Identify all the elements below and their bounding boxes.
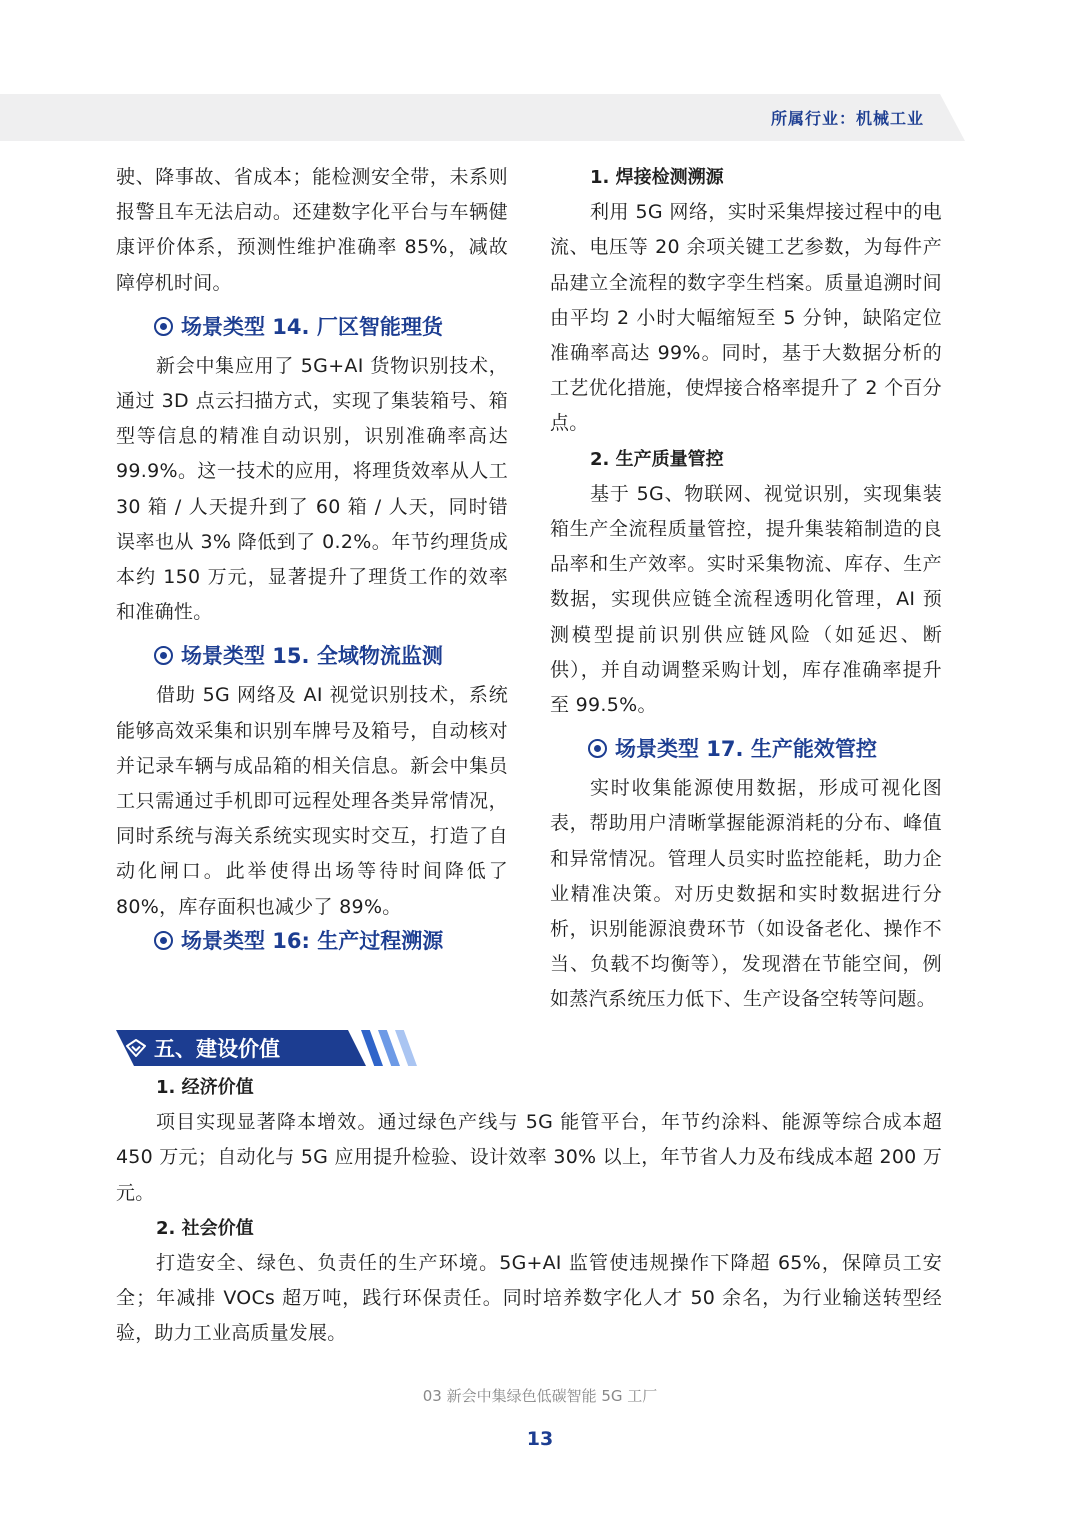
target-bullet-icon [588, 739, 607, 758]
scene-14-title: 场景类型 14. 厂区智能理货 [181, 314, 443, 339]
right-column [550, 160, 942, 1018]
continued-paragraph: 驶、降事故、省成本；能检测安全带，未系则报警且车无法启动。还建数字化平台与车辆健康评价体系，预测性维护准确率 85%，减故障停机时间。 [116, 166, 508, 294]
social-value-heading: 2. 社会价值 [156, 1217, 254, 1239]
welding-trace-heading: 1. 焊接检测溯源 [590, 167, 724, 188]
scene-15-heading [116, 640, 508, 672]
economic-value-text: 项目实现显著降本增效。通过绿色产线与 5G 能管平台，年节约涂料、能源等综合成本超 450 万元；自动化与 5G 应用提升检验、设计效率 30% 以上，年节省人力及布线成本超 200 万元。 [116, 1111, 942, 1204]
scene-17-heading [550, 733, 942, 765]
section-title: 五、建设价值 [154, 1036, 280, 1061]
left-column [116, 160, 508, 963]
industry-label: 所属行业：机械工业 [770, 109, 924, 128]
target-bullet-icon [154, 931, 173, 950]
social-value-text: 打造安全、绿色、负责任的生产环境。5G+AI 监管使违规操作下降超 65%，保障员工安全；年减排 VOCs 超万吨，践行环保责任。同时培养数字化人才 50 余名，为行业输送转型经验，助力工业高质量发展。 [116, 1252, 942, 1345]
scene-14-text: 新会中集应用了 5G+AI 货物识别技术，通过 3D 点云扫描方式，实现了集装箱号、箱型等信息的精准自动识别，识别准确率高达 99.9%。这一技术的应用，将理货效率从人工 30 箱 / 人天提升到了 60 箱 / 人天，同时错误率也从 3% 降低到了 0.2%。年节约理货成本约 150 万元，显著提升了理货工作的效率和准确性。 [116, 354, 508, 624]
target-bullet-icon [154, 646, 173, 665]
diamond-icon [124, 1036, 148, 1060]
welding-trace-text: 利用 5G 网络，实时采集焊接过程中的电流、电压等 20 余项关键工艺参数，为每件产品建立全流程的数字孪生档案。质量追溯时间由平均 2 小时大幅缩短至 5 分钟，缺陷定位准确率高达 99%。同时，基于大数据分析的工艺优化措施，使焊接合格率提升了 2 个百分点。 [550, 201, 942, 435]
page-number: 13 [526, 1428, 554, 1450]
target-bullet-icon [154, 317, 173, 336]
section-header [116, 1030, 416, 1066]
section-stripe [378, 1030, 400, 1066]
scene-14-heading [116, 311, 508, 343]
scene-17-text: 实时收集能源使用数据，形成可视化图表，帮助用户清晰掌握能源消耗的分布、峰值和异常情况。管理人员实时监控能耗，助力企业精准决策。对历史数据和实时数据进行分析，识别能源浪费环节（如设备老化、操作不当、负载不均衡等），发现潜在节能空间，例如蒸汽系统压力低下、生产设备空转等问题。 [550, 777, 942, 1011]
quality-control-heading: 2. 生产质量管控 [590, 448, 724, 470]
scene-16-heading [116, 925, 508, 957]
economic-value-heading: 1. 经济价值 [156, 1077, 254, 1098]
scene-17-title: 场景类型 17. 生产能效管控 [615, 737, 877, 762]
footer-caption: 03 新会中集绿色低碳智能 5G 工厂 [422, 1387, 658, 1405]
scene-15-title: 场景类型 15. 全域物流监测 [181, 644, 443, 669]
quality-control-text: 基于 5G、物联网、视觉识别，实现集装箱生产全流程质量管控，提升集装箱制造的良品率和生产效率。实时采集物流、库存、生产数据，实现供应链全流程透明化管理，AI 预测模型提前识别供应链风险（如延迟、断供），并自动调整采购计划，库存准确率提升至 99.5%。 [550, 482, 942, 717]
scene-15-text: 借助 5G 网络及 AI 视觉识别技术，系统能够高效采集和识别车牌号及箱号，自动核对并记录车辆与成品箱的相关信息。新会中集员工只需通过手机即可远程处理各类异常情况，同时系统与海关系统实现实时交互，打造了自动化闸口。此举使得出场等待时间降低了 80%，库存面积也减少了 89%。 [116, 684, 508, 918]
scene-16-title: 场景类型 16: 生产过程溯源 [181, 928, 444, 953]
value-section [116, 1070, 942, 1352]
section-stripe [361, 1030, 383, 1066]
section-stripe [395, 1030, 417, 1066]
